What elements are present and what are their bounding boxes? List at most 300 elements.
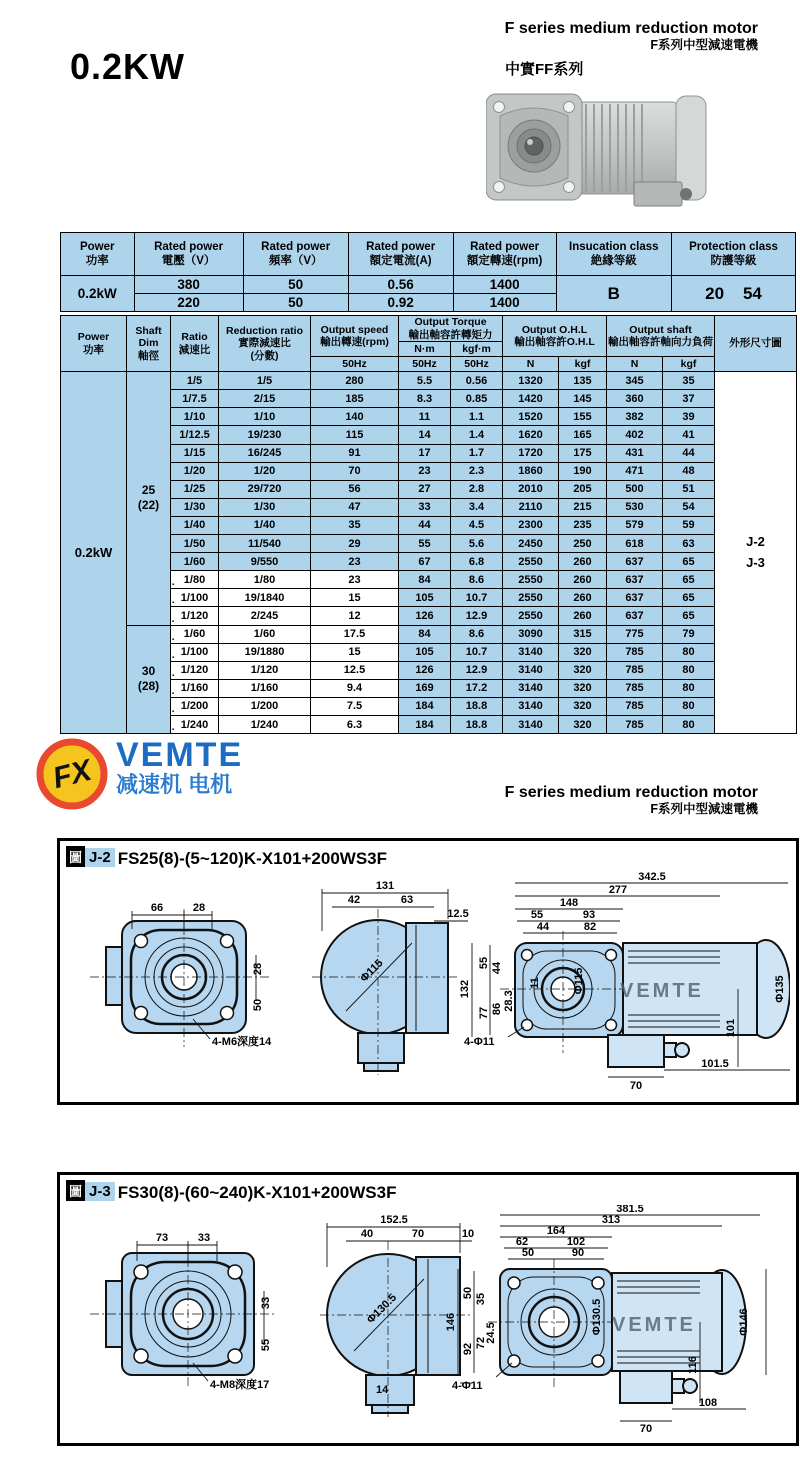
- figure-tag: 圖: [66, 1180, 85, 1201]
- svg-text:4-Φ11: 4-Φ11: [464, 1036, 495, 1048]
- cell-ratio: 1/30: [171, 498, 219, 516]
- cell-shaft-kgf: 80: [663, 679, 715, 697]
- cell-ratio: 1/50: [171, 535, 219, 553]
- drawing-j2: [57, 838, 799, 1105]
- col-output-torque: Output Torque 輸出軸容許轉矩力: [399, 316, 503, 342]
- col-power: Power 功率: [61, 233, 135, 276]
- cell-ohl-n: 2550: [503, 571, 559, 589]
- col-frequency: Rated power 頻率（V）: [243, 233, 348, 276]
- table-row: [61, 498, 797, 516]
- svg-text:70: 70: [629, 1080, 643, 1092]
- svg-text:381.5: 381.5: [616, 1205, 644, 1215]
- cell-torque-kgfm: 12.9: [451, 661, 503, 679]
- cell-ohl-kgf: 155: [559, 408, 607, 426]
- cell-output-speed: 29: [311, 535, 399, 553]
- svg-text:12.5: 12.5: [447, 908, 469, 920]
- series-label: 中實FF系列: [505, 61, 584, 78]
- cell-shaft-kgf: 79: [663, 625, 715, 643]
- cell-ohl-n: 2550: [503, 607, 559, 625]
- header2-title-zh: F系列中型減速電機: [650, 802, 758, 817]
- cell-ohl-n: 2550: [503, 553, 559, 571]
- brand-name: VEMTE: [116, 736, 244, 774]
- drawing-j3-title: [60, 1175, 796, 1205]
- table-row: [61, 535, 797, 553]
- svg-text:33: 33: [260, 1296, 272, 1310]
- shaft-highlight: [527, 139, 533, 145]
- cell-output-speed: 23: [311, 571, 399, 589]
- footnote-marker: ▪: [172, 690, 175, 697]
- cable-gland: [680, 188, 692, 200]
- shaft-dim-cell: 25 (22): [127, 372, 171, 625]
- speed-hz-label: 50Hz: [311, 357, 399, 372]
- cell-torque-kgfm: 10.7: [451, 643, 503, 661]
- cell-ohl-kgf: 135: [559, 372, 607, 390]
- footnote-marker: ▪: [172, 636, 175, 643]
- figure-tag: 圖: [66, 846, 85, 867]
- cell-reduction-ratio: 2/245: [219, 607, 311, 625]
- cell-torque-kgfm: 12.9: [451, 607, 503, 625]
- col-protection: Protection class 防護等級: [672, 233, 796, 276]
- svg-text:313: 313: [601, 1214, 621, 1226]
- cell-ratio: ▪ 1/240: [171, 715, 219, 733]
- table-row: [61, 643, 797, 661]
- cell-ratio: 1/12.5: [171, 426, 219, 444]
- cell-torque-kgfm: 6.8: [451, 553, 503, 571]
- cell-torque-nm: 184: [399, 715, 451, 733]
- footnote-marker: ▪: [172, 672, 175, 679]
- svg-text:14: 14: [376, 1384, 389, 1396]
- cell-reduction-ratio: 19/1880: [219, 643, 311, 661]
- table-row: [61, 408, 797, 426]
- cell-ohl-n: 3140: [503, 697, 559, 715]
- bolt-hole: [564, 182, 575, 193]
- cell-torque-kgfm: 17.2: [451, 679, 503, 697]
- cell-torque-kgfm: 10.7: [451, 589, 503, 607]
- cell-torque-kgfm: 8.6: [451, 625, 503, 643]
- cell-reduction-ratio: 2/15: [219, 390, 311, 408]
- cell-torque-nm: 84: [399, 625, 451, 643]
- col-ohl: Output O.H.L 輸出軸容許O.H.L: [503, 316, 607, 357]
- cell-reduction-ratio: 19/230: [219, 426, 311, 444]
- svg-text:116: 116: [687, 1356, 699, 1374]
- drawing-j2-svg: [60, 871, 790, 1093]
- footnote-marker: ▪: [172, 600, 175, 607]
- cell-ratio: 1/25: [171, 480, 219, 498]
- cell-output-speed: 23: [311, 553, 399, 571]
- svg-text:86: 86: [491, 1002, 503, 1016]
- svg-text:Φ130.5: Φ130.5: [591, 1298, 603, 1336]
- cell-shaft-kgf: 65: [663, 607, 715, 625]
- cell-torque-nm: 105: [399, 643, 451, 661]
- svg-text:146: 146: [445, 1312, 457, 1332]
- cell-torque-nm: 33: [399, 498, 451, 516]
- cell-ohl-n: 1320: [503, 372, 559, 390]
- power-heading: 0.2KW: [70, 46, 186, 87]
- cell-torque-nm: 44: [399, 516, 451, 534]
- svg-text:93: 93: [582, 909, 596, 921]
- svg-text:73: 73: [155, 1232, 169, 1244]
- cell-shaft-kgf: 59: [663, 516, 715, 534]
- svg-text:63: 63: [400, 894, 414, 906]
- model-code: FS30(8)-(60~240)K-X101+200WS3F: [117, 1183, 397, 1202]
- table-row: [61, 516, 797, 534]
- svg-text:10: 10: [461, 1228, 475, 1240]
- cell-shaft-n: 785: [607, 715, 663, 733]
- footnote-marker: ▪: [172, 582, 175, 589]
- svg-text:VEMTE: VEMTE: [620, 980, 704, 1002]
- svg-text:102: 102: [566, 1236, 586, 1248]
- cell-ratio: 1/60: [171, 553, 219, 571]
- cell-reduction-ratio: 1/120: [219, 661, 311, 679]
- cell-shaft-kgf: 63: [663, 535, 715, 553]
- cell-ohl-n: 2450: [503, 535, 559, 553]
- drawing-j3: [57, 1172, 799, 1446]
- cell-shaft-kgf: 54: [663, 498, 715, 516]
- cell-output-speed: 70: [311, 462, 399, 480]
- cell-reduction-ratio: 1/160: [219, 679, 311, 697]
- svg-text:148: 148: [559, 897, 579, 909]
- output-shaft: [525, 137, 543, 155]
- table-row: [61, 462, 797, 480]
- cell-output-speed: 140: [311, 408, 399, 426]
- cell-reduction-ratio: 1/40: [219, 516, 311, 534]
- cell-reduction-ratio: 29/720: [219, 480, 311, 498]
- frequency-value: 50: [243, 276, 348, 294]
- cell-ohl-kgf: 320: [559, 697, 607, 715]
- j2-side-view: [312, 880, 469, 1075]
- current-value: 0.56: [348, 276, 453, 294]
- svg-text:55: 55: [530, 909, 544, 921]
- rating-header-row: [61, 233, 796, 276]
- cell-output-speed: 6.3: [311, 715, 399, 733]
- torque-kgfm-label: kgf·m: [451, 342, 503, 357]
- table-row: [61, 480, 797, 498]
- cell-ohl-kgf: 260: [559, 589, 607, 607]
- header-title-zh: F系列中型減速電機: [650, 38, 758, 53]
- cell-ohl-n: 3140: [503, 661, 559, 679]
- cell-ohl-kgf: 215: [559, 498, 607, 516]
- cell-torque-nm: 17: [399, 444, 451, 462]
- cell-ohl-n: 3140: [503, 679, 559, 697]
- torque-nm-label: N·m: [399, 342, 451, 357]
- cell-torque-nm: 55: [399, 535, 451, 553]
- cell-shaft-n: 637: [607, 589, 663, 607]
- footnote-marker: ▪: [172, 708, 175, 715]
- drawing-j2-title: [60, 841, 796, 871]
- drawing-j3-svg: [60, 1205, 790, 1435]
- table-row: [61, 444, 797, 462]
- cell-ratio: 1/10: [171, 408, 219, 426]
- svg-text:50: 50: [521, 1247, 535, 1259]
- footnote-marker: ▪: [172, 618, 175, 625]
- cell-ohl-n: 1720: [503, 444, 559, 462]
- table-row: [61, 553, 797, 571]
- cell-shaft-n: 500: [607, 480, 663, 498]
- insulation-value: B: [556, 276, 671, 312]
- cell-output-speed: 56: [311, 480, 399, 498]
- cell-shaft-n: 579: [607, 516, 663, 534]
- svg-text:4-Φ11: 4-Φ11: [452, 1380, 483, 1392]
- spec-table-body: [61, 372, 797, 734]
- cell-torque-kgfm: 1.1: [451, 408, 503, 426]
- cell-output-speed: 47: [311, 498, 399, 516]
- torque-nm-hz-label: 50Hz: [399, 357, 451, 372]
- cell-reduction-ratio: 9/550: [219, 553, 311, 571]
- svg-text:42: 42: [347, 894, 361, 906]
- col-insulation: Insucation class 絶緣等級: [556, 233, 671, 276]
- cell-shaft-kgf: 80: [663, 643, 715, 661]
- svg-text:11: 11: [529, 977, 541, 989]
- cell-reduction-ratio: 11/540: [219, 535, 311, 553]
- brand-sub: 减速机 电机: [116, 772, 233, 797]
- cell-ohl-kgf: 205: [559, 480, 607, 498]
- cell-ohl-kgf: 250: [559, 535, 607, 553]
- current-value: 0.92: [348, 294, 453, 312]
- col-shaft-dim: Shaft Dim 軸徑: [127, 316, 171, 372]
- cell-output-speed: 91: [311, 444, 399, 462]
- cell-shaft-kgf: 39: [663, 408, 715, 426]
- cell-reduction-ratio: 1/240: [219, 715, 311, 733]
- shaft-kgf-label: kgf: [663, 357, 715, 372]
- cell-output-speed: 115: [311, 426, 399, 444]
- svg-text:28: 28: [192, 902, 206, 914]
- cell-shaft-n: 431: [607, 444, 663, 462]
- cell-torque-nm: 14: [399, 426, 451, 444]
- svg-text:Φ130.5: Φ130.5: [364, 1291, 400, 1327]
- cell-shaft-kgf: 80: [663, 715, 715, 733]
- cell-ohl-kgf: 260: [559, 571, 607, 589]
- svg-text:55: 55: [478, 956, 490, 970]
- svg-text:28: 28: [252, 962, 264, 976]
- cell-torque-nm: 126: [399, 607, 451, 625]
- cell-torque-kgfm: 2.8: [451, 480, 503, 498]
- cell-ohl-kgf: 315: [559, 625, 607, 643]
- cell-shaft-kgf: 37: [663, 390, 715, 408]
- svg-text:4-M8深度17: 4-M8深度17: [210, 1379, 270, 1391]
- cell-ohl-n: 3140: [503, 643, 559, 661]
- svg-text:Φ115: Φ115: [573, 967, 585, 995]
- power-value: 0.2kW: [61, 276, 135, 312]
- speed-value: 1400: [453, 294, 556, 312]
- footnote-marker: ▪: [172, 654, 175, 661]
- cell-reduction-ratio: 1/5: [219, 372, 311, 390]
- svg-text:277: 277: [608, 884, 628, 896]
- cell-reduction-ratio: 1/200: [219, 697, 311, 715]
- cell-torque-kgfm: 18.8: [451, 697, 503, 715]
- svg-text:44: 44: [536, 921, 550, 933]
- cell-ratio: ▪ 1/100: [171, 589, 219, 607]
- svg-text:92: 92: [462, 1342, 474, 1356]
- cell-output-speed: 9.4: [311, 679, 399, 697]
- cell-shaft-kgf: 44: [663, 444, 715, 462]
- cell-torque-nm: 126: [399, 661, 451, 679]
- svg-text:FX: FX: [49, 753, 95, 796]
- speed-value: 1400: [453, 276, 556, 294]
- table-row: [61, 372, 797, 390]
- header-title-en: F series medium reduction motor: [504, 20, 758, 37]
- cell-ohl-kgf: 260: [559, 553, 607, 571]
- cell-shaft-n: 637: [607, 607, 663, 625]
- cell-ratio: ▪ 1/80: [171, 571, 219, 589]
- col-power: Power 功率: [61, 316, 127, 372]
- figure-ref: J-3: [85, 1182, 115, 1201]
- footnote-marker: ▪: [172, 727, 175, 734]
- brand-logo: [36, 738, 243, 810]
- svg-text:72: 72: [475, 1336, 487, 1350]
- header2-title-en: F series medium reduction motor: [504, 784, 758, 801]
- cell-ohl-kgf: 320: [559, 643, 607, 661]
- svg-text:Φ115: Φ115: [358, 957, 386, 985]
- voltage-value: 220: [134, 294, 243, 312]
- svg-text:342.5: 342.5: [638, 871, 666, 883]
- table-row: [61, 661, 797, 679]
- cell-torque-kgfm: 18.8: [451, 715, 503, 733]
- cell-output-speed: 35: [311, 516, 399, 534]
- cell-ratio: ▪ 1/120: [171, 607, 219, 625]
- cell-ohl-kgf: 320: [559, 661, 607, 679]
- cell-shaft-n: 785: [607, 697, 663, 715]
- cell-shaft-kgf: 65: [663, 571, 715, 589]
- svg-text:33: 33: [197, 1232, 211, 1244]
- cell-ohl-n: 2550: [503, 589, 559, 607]
- cell-torque-kgfm: 8.6: [451, 571, 503, 589]
- cell-ratio: 1/7.5: [171, 390, 219, 408]
- cell-ratio: 1/15: [171, 444, 219, 462]
- bolt-hole: [494, 182, 505, 193]
- power-cell: 0.2kW: [61, 372, 127, 734]
- cell-ohl-n: 2110: [503, 498, 559, 516]
- cell-torque-nm: 169: [399, 679, 451, 697]
- cell-ohl-n: 1860: [503, 462, 559, 480]
- svg-text:101.5: 101.5: [701, 1058, 729, 1070]
- cell-output-speed: 15: [311, 589, 399, 607]
- cell-reduction-ratio: 1/30: [219, 498, 311, 516]
- cell-reduction-ratio: 19/1840: [219, 589, 311, 607]
- table-row: [61, 607, 797, 625]
- cell-shaft-n: 785: [607, 643, 663, 661]
- cell-shaft-n: 382: [607, 408, 663, 426]
- svg-text:Φ135: Φ135: [774, 975, 786, 1003]
- model-code: FS25(8)-(5~120)K-X101+200WS3F: [117, 849, 387, 868]
- cell-torque-kgfm: 2.3: [451, 462, 503, 480]
- cell-shaft-kgf: 80: [663, 661, 715, 679]
- cell-torque-kgfm: 5.6: [451, 535, 503, 553]
- col-ratio: Ratio 減速比: [171, 316, 219, 372]
- shaft-n-label: N: [607, 357, 663, 372]
- cell-shaft-n: 637: [607, 553, 663, 571]
- page-header-2: [505, 784, 758, 817]
- cell-shaft-n: 530: [607, 498, 663, 516]
- motor-photo: [486, 86, 714, 208]
- cell-ohl-n: 1520: [503, 408, 559, 426]
- table-row: [61, 589, 797, 607]
- cell-torque-kgfm: 0.56: [451, 372, 503, 390]
- svg-text:4-M6深度14: 4-M6深度14: [212, 1036, 272, 1048]
- j3-assembly-view: [445, 1205, 766, 1435]
- logo-mark-icon: [36, 738, 108, 810]
- svg-text:108: 108: [698, 1397, 718, 1409]
- svg-text:44: 44: [491, 961, 503, 975]
- spec-header-row1: [61, 316, 797, 342]
- svg-text:131: 131: [375, 880, 395, 892]
- svg-text:Φ146: Φ146: [738, 1308, 750, 1336]
- cell-ohl-n: 1420: [503, 390, 559, 408]
- cell-ohl-kgf: 145: [559, 390, 607, 408]
- cell-ohl-n: 2010: [503, 480, 559, 498]
- outline-ref-cell: J-2 J-3: [715, 372, 797, 734]
- svg-text:55: 55: [260, 1338, 272, 1352]
- cell-ohl-n: 3090: [503, 625, 559, 643]
- cell-shaft-n: 345: [607, 372, 663, 390]
- col-output-speed: Output speed 輸出轉速(rpm): [311, 316, 399, 357]
- cell-ratio: ▪ 1/120: [171, 661, 219, 679]
- cell-torque-nm: 84: [399, 571, 451, 589]
- cell-shaft-kgf: 48: [663, 462, 715, 480]
- cell-shaft-n: 471: [607, 462, 663, 480]
- cell-ratio: ▪ 1/100: [171, 643, 219, 661]
- col-reduction-ratio: Reduction ratio 實際減速比 (分數): [219, 316, 311, 372]
- cell-reduction-ratio: 1/10: [219, 408, 311, 426]
- cell-ohl-kgf: 165: [559, 426, 607, 444]
- col-current: Rated power 額定電流(A): [348, 233, 453, 276]
- cell-torque-kgfm: 1.4: [451, 426, 503, 444]
- cell-torque-nm: 105: [399, 589, 451, 607]
- svg-text:82: 82: [583, 921, 597, 933]
- cell-shaft-n: 402: [607, 426, 663, 444]
- svg-text:50: 50: [462, 1286, 474, 1300]
- cell-output-speed: 280: [311, 372, 399, 390]
- cell-shaft-n: 360: [607, 390, 663, 408]
- page-header: [505, 20, 758, 53]
- voltage-value: 380: [134, 276, 243, 294]
- cell-ratio: 1/5: [171, 372, 219, 390]
- shaft-dim-cell: 30 (28): [127, 625, 171, 734]
- col-voltage: Rated power 電壓（V）: [134, 233, 243, 276]
- cell-torque-kgfm: 0.85: [451, 390, 503, 408]
- cell-ohl-kgf: 320: [559, 679, 607, 697]
- table-row: [61, 390, 797, 408]
- cell-shaft-kgf: 65: [663, 553, 715, 571]
- cell-shaft-n: 785: [607, 661, 663, 679]
- table-row: [61, 625, 797, 643]
- ohl-n-label: N: [503, 357, 559, 372]
- svg-text:24.5: 24.5: [485, 1322, 497, 1344]
- cell-reduction-ratio: 1/20: [219, 462, 311, 480]
- cell-torque-kgfm: 1.7: [451, 444, 503, 462]
- svg-text:77: 77: [478, 1006, 490, 1020]
- bolt-hole: [494, 102, 505, 113]
- table-row: [61, 697, 797, 715]
- svg-text:28.3: 28.3: [503, 990, 515, 1012]
- torque-kgfm-hz-label: 50Hz: [451, 357, 503, 372]
- col-outline: 外形尺寸圖: [715, 316, 797, 372]
- cell-ohl-kgf: 175: [559, 444, 607, 462]
- cell-shaft-kgf: 65: [663, 589, 715, 607]
- cell-shaft-kgf: 35: [663, 372, 715, 390]
- cell-shaft-n: 618: [607, 535, 663, 553]
- cell-torque-nm: 8.3: [399, 390, 451, 408]
- cell-torque-kgfm: 3.4: [451, 498, 503, 516]
- table-row: [61, 571, 797, 589]
- figure-ref: J-2: [85, 848, 115, 867]
- cell-torque-nm: 23: [399, 462, 451, 480]
- cell-output-speed: 12: [311, 607, 399, 625]
- svg-text:62: 62: [515, 1236, 529, 1248]
- cell-ohl-kgf: 320: [559, 715, 607, 733]
- cell-ohl-n: 3140: [503, 715, 559, 733]
- cell-output-speed: 185: [311, 390, 399, 408]
- svg-text:50: 50: [252, 998, 264, 1012]
